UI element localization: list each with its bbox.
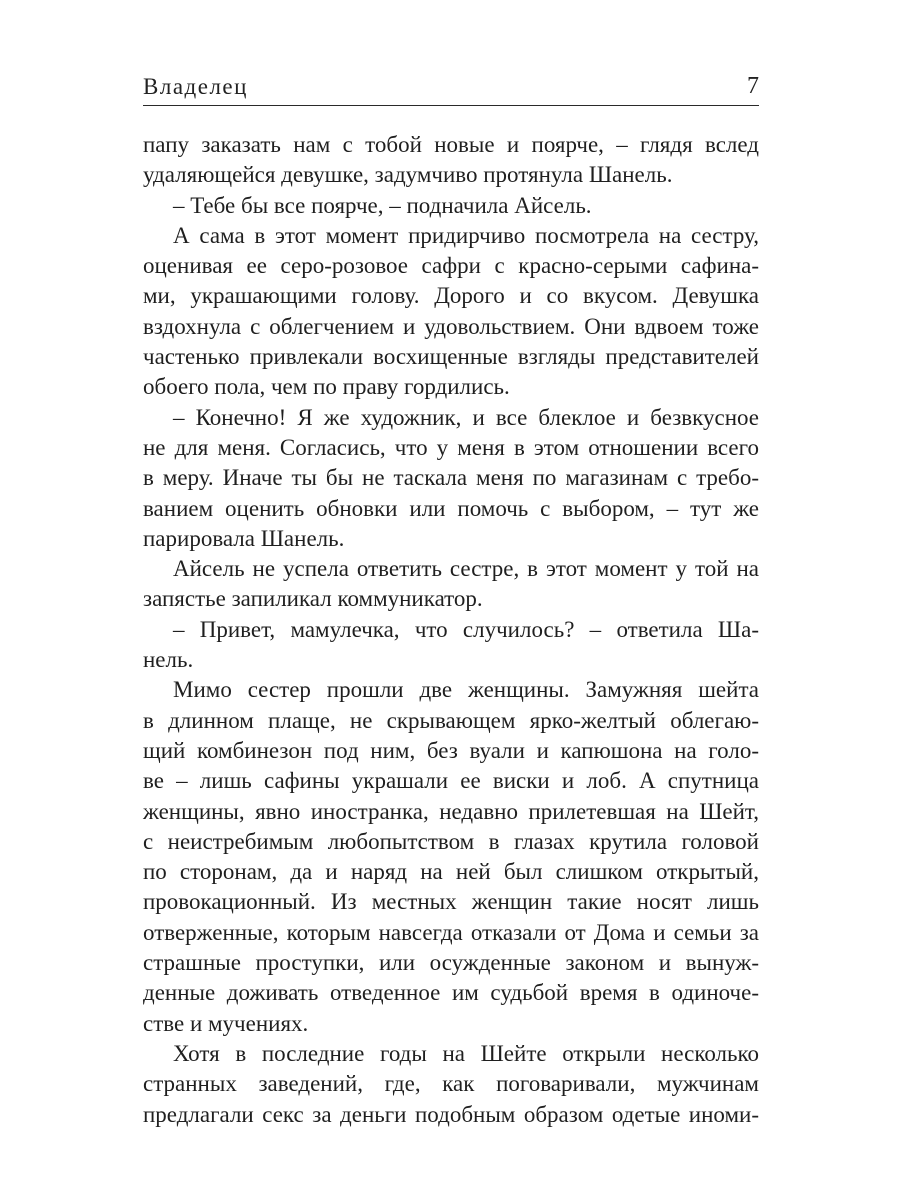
text-line: странных заведений, где, как поговаривали, мужчинам	[143, 1071, 759, 1097]
text-line: страшные проступки, или осужденные законом и вынуж-	[143, 950, 759, 976]
text-line: по сторонам, да и наряд на ней был слишком открытый,	[143, 859, 759, 885]
text-line: – Тебе бы все поярче, – подначила Айсель.	[173, 192, 592, 218]
text-line: стве и мучениях.	[143, 1010, 309, 1036]
text-line: провокационный. Из местных женщин такие носят лишь	[143, 889, 759, 915]
text-line: вздохнула с облегчением и удовольствием. Они вдвоем тоже	[143, 313, 759, 339]
running-title: Владелец	[143, 74, 248, 99]
text-line: в длинном плаще, не скрывающем ярко-желтый облегаю-	[143, 707, 759, 733]
text-line: отверженные, которым навсегда отказали от Дома и семьи за	[143, 919, 759, 945]
text-line: обоего пола, чем по праву гордились.	[143, 374, 510, 400]
text-line: ми, украшающими голову. Дорого и со вкусом. Девушка	[143, 283, 759, 309]
text-line: денные доживать отведенное им судьбой время в одиноче-	[143, 980, 759, 1006]
text-line: не для меня. Согласись, что у меня в этом отношении всего	[143, 434, 759, 460]
text-line: предлагали секс за деньги подобным образом одетые иноми-	[143, 1101, 759, 1127]
text-line: парировала Шанель.	[143, 525, 345, 551]
text-line: ве – лишь сафины украшали ее виски и лоб. А спутница	[143, 768, 759, 794]
text-line: с неистребимым любопытством в глазах крутила головой	[143, 828, 759, 854]
text-line: Айсель не успела ответить сестре, в этот момент у той на	[173, 556, 759, 582]
text-line: А сама в этот момент придирчиво посмотрела на сестру,	[173, 222, 759, 248]
body-text	[143, 130, 759, 1130]
text-line: оценивая ее серо-розовое сафри с красно-серыми сафина-	[143, 253, 759, 279]
text-line: ванием оценить обновки или помочь с выбором, – тут же	[143, 495, 759, 521]
header-rule	[143, 105, 759, 106]
text-line: запястье запиликал коммуникатор.	[143, 586, 483, 612]
text-line: частенько привлекали восхищенные взгляды представителей	[143, 344, 759, 370]
text-line: Мимо сестер прошли две женщины. Замужняя шейта	[173, 677, 759, 703]
text-line: удаляющейся девушке, задумчиво протянула Шанель.	[143, 162, 673, 188]
text-line: щий комбинезон под ним, без вуали и капюшона на голо-	[143, 737, 759, 763]
running-head	[143, 62, 759, 100]
text-line: – Привет, мамулечка, что случилось? – ответила Ша-	[173, 616, 759, 642]
text-line: в меру. Иначе ты бы не таскала меня по магазинам с требо-	[143, 465, 759, 491]
text-line: нель.	[143, 647, 194, 673]
text-line: папу заказать нам с тобой новые и поярче, – глядя вслед	[143, 132, 759, 157]
page-number: 7	[747, 73, 759, 99]
text-line: – Конечно! Я же художник, и все блеклое и безвкусное	[173, 404, 759, 430]
text-line: Хотя в последние годы на Шейте открыли несколько	[173, 1040, 759, 1066]
text-line: женщины, явно иностранка, недавно прилетевшая на Шейт,	[143, 798, 759, 824]
